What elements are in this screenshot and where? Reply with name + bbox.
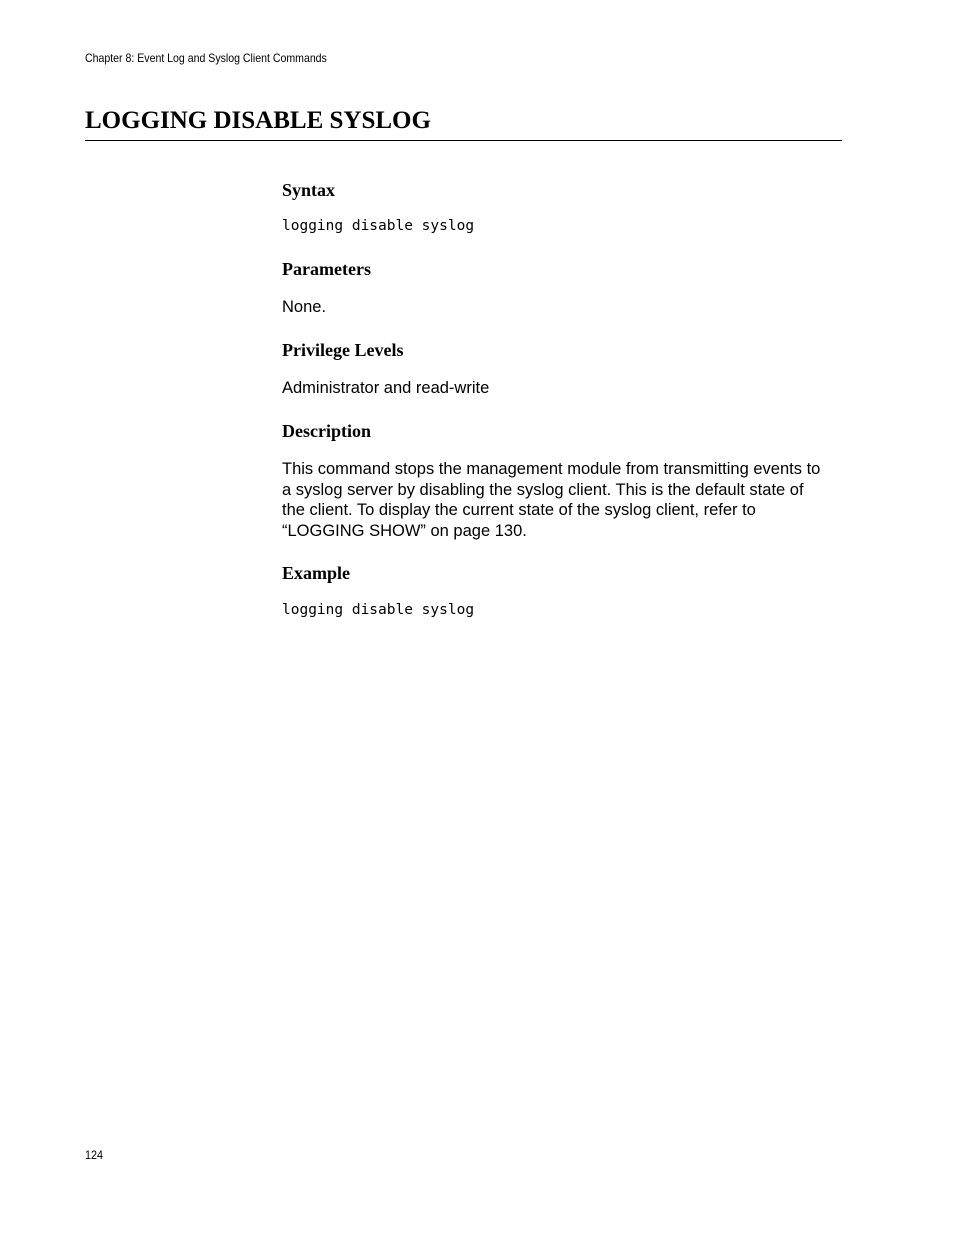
description-heading: Description	[282, 421, 371, 441]
description-line: “LOGGING SHOW” on page 130.	[282, 521, 527, 540]
example-code: logging disable syslog	[282, 602, 475, 618]
page-title: LOGGING DISABLE SYSLOG	[85, 107, 431, 134]
parameters-heading: Parameters	[282, 259, 371, 279]
title-divider	[85, 140, 842, 141]
description-line: a syslog server by disabling the syslog client. This is the default state of	[282, 480, 804, 499]
example-heading: Example	[282, 563, 351, 583]
syntax-code: logging disable syslog	[282, 218, 475, 234]
running-header: Chapter 8: Event Log and Syslog Client Commands	[85, 51, 327, 65]
privilege-levels-text: Administrator and read-write	[282, 379, 490, 397]
description-line: This command stops the management module from transmitting events to	[282, 460, 821, 478]
syntax-heading: Syntax	[282, 180, 336, 200]
page-number: 124	[85, 1148, 104, 1162]
description-line: the client. To display the current state of the syslog client, refer to	[282, 501, 756, 519]
description-text	[282, 459, 820, 541]
privilege-levels-heading: Privilege Levels	[282, 340, 404, 360]
parameters-text: None.	[282, 298, 327, 316]
